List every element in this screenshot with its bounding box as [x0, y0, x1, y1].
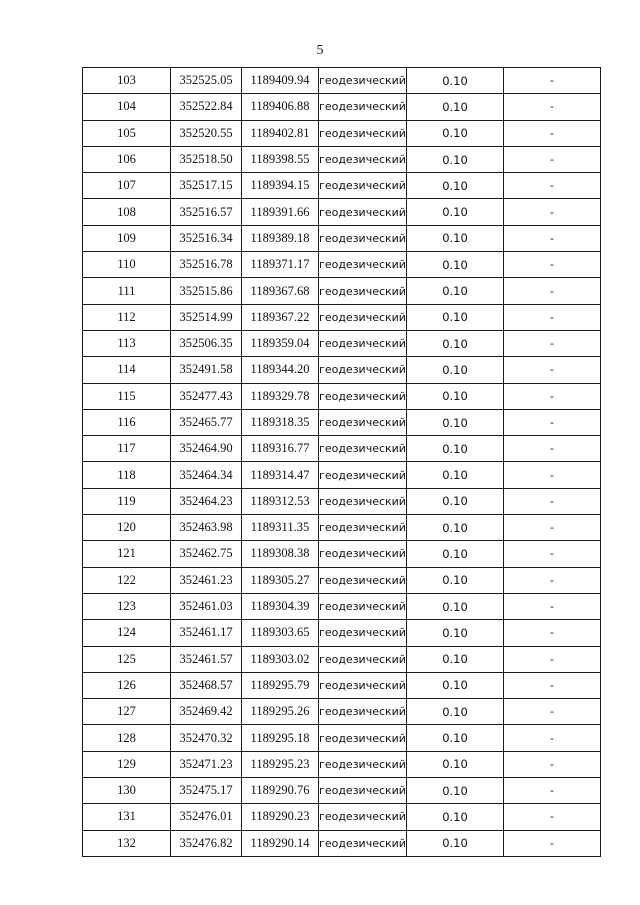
point-number-cell: 117: [83, 436, 171, 462]
point-number-cell: 107: [83, 173, 171, 199]
table-row: [83, 357, 601, 383]
method-cell: геодезический: [319, 462, 407, 488]
coordinate-x-cell: 352464.34: [171, 462, 242, 488]
note-cell: -: [504, 120, 601, 146]
coordinate-x-cell: 352471.23: [171, 751, 242, 777]
coordinate-y-cell: 1189394.15: [242, 173, 319, 199]
method-cell: геодезический: [319, 409, 407, 435]
coordinate-y-cell: 1189304.39: [242, 593, 319, 619]
method-cell: геодезический: [319, 330, 407, 356]
accuracy-cell: 0.10: [407, 173, 504, 199]
table-row: [83, 68, 601, 94]
coordinate-x-cell: 352470.32: [171, 725, 242, 751]
note-cell: -: [504, 199, 601, 225]
note-cell: -: [504, 146, 601, 172]
coordinate-x-cell: 352475.17: [171, 778, 242, 804]
table-row: [83, 488, 601, 514]
point-number-cell: 109: [83, 225, 171, 251]
coordinate-y-cell: 1189398.55: [242, 146, 319, 172]
coordinate-y-cell: 1189367.68: [242, 278, 319, 304]
point-number-cell: 108: [83, 199, 171, 225]
point-number-cell: 110: [83, 252, 171, 278]
coordinate-x-cell: 352461.03: [171, 593, 242, 619]
accuracy-cell: 0.10: [407, 436, 504, 462]
accuracy-cell: 0.10: [407, 488, 504, 514]
coordinate-y-cell: 1189329.78: [242, 383, 319, 409]
table-row: [83, 462, 601, 488]
table-row: [83, 646, 601, 672]
coordinate-y-cell: 1189290.23: [242, 804, 319, 830]
coordinate-x-cell: 352491.58: [171, 357, 242, 383]
point-number-cell: 124: [83, 620, 171, 646]
accuracy-cell: 0.10: [407, 330, 504, 356]
note-cell: -: [504, 409, 601, 435]
table-row: [83, 515, 601, 541]
table-row: [83, 225, 601, 251]
point-number-cell: 131: [83, 804, 171, 830]
table-row: [83, 725, 601, 751]
note-cell: -: [504, 462, 601, 488]
point-number-cell: 105: [83, 120, 171, 146]
accuracy-cell: 0.10: [407, 593, 504, 619]
coordinate-x-cell: 352468.57: [171, 672, 242, 698]
note-cell: -: [504, 173, 601, 199]
coordinates-table-body: [83, 68, 601, 857]
point-number-cell: 104: [83, 94, 171, 120]
coordinate-x-cell: 352469.42: [171, 699, 242, 725]
coordinate-x-cell: 352461.57: [171, 646, 242, 672]
coordinate-x-cell: 352464.90: [171, 436, 242, 462]
coordinate-x-cell: 352476.82: [171, 830, 242, 856]
note-cell: -: [504, 515, 601, 541]
point-number-cell: 121: [83, 541, 171, 567]
coordinate-x-cell: 352517.15: [171, 173, 242, 199]
method-cell: геодезический: [319, 646, 407, 672]
accuracy-cell: 0.10: [407, 94, 504, 120]
coordinate-x-cell: 352464.23: [171, 488, 242, 514]
accuracy-cell: 0.10: [407, 830, 504, 856]
coordinate-x-cell: 352461.23: [171, 567, 242, 593]
point-number-cell: 132: [83, 830, 171, 856]
table-row: [83, 699, 601, 725]
accuracy-cell: 0.10: [407, 146, 504, 172]
method-cell: геодезический: [319, 751, 407, 777]
point-number-cell: 122: [83, 567, 171, 593]
coordinate-y-cell: 1189359.04: [242, 330, 319, 356]
point-number-cell: 126: [83, 672, 171, 698]
table-row: [83, 436, 601, 462]
accuracy-cell: 0.10: [407, 515, 504, 541]
coordinate-x-cell: 352477.43: [171, 383, 242, 409]
table-row: [83, 252, 601, 278]
table-row: [83, 120, 601, 146]
accuracy-cell: 0.10: [407, 646, 504, 672]
accuracy-cell: 0.10: [407, 409, 504, 435]
method-cell: геодезический: [319, 304, 407, 330]
note-cell: -: [504, 725, 601, 751]
coordinate-y-cell: 1189303.02: [242, 646, 319, 672]
method-cell: геодезический: [319, 515, 407, 541]
method-cell: геодезический: [319, 357, 407, 383]
method-cell: геодезический: [319, 383, 407, 409]
note-cell: -: [504, 330, 601, 356]
point-number-cell: 127: [83, 699, 171, 725]
note-cell: -: [504, 830, 601, 856]
table-row: [83, 593, 601, 619]
coordinate-x-cell: 352522.84: [171, 94, 242, 120]
point-number-cell: 130: [83, 778, 171, 804]
point-number-cell: 123: [83, 593, 171, 619]
note-cell: -: [504, 646, 601, 672]
note-cell: -: [504, 488, 601, 514]
method-cell: геодезический: [319, 199, 407, 225]
coordinate-y-cell: 1189389.18: [242, 225, 319, 251]
accuracy-cell: 0.10: [407, 725, 504, 751]
point-number-cell: 113: [83, 330, 171, 356]
point-number-cell: 125: [83, 646, 171, 672]
coordinate-x-cell: 352461.17: [171, 620, 242, 646]
accuracy-cell: 0.10: [407, 120, 504, 146]
table-row: [83, 409, 601, 435]
coordinate-y-cell: 1189316.77: [242, 436, 319, 462]
method-cell: геодезический: [319, 68, 407, 94]
coordinate-y-cell: 1189406.88: [242, 94, 319, 120]
table-row: [83, 672, 601, 698]
point-number-cell: 116: [83, 409, 171, 435]
note-cell: -: [504, 593, 601, 619]
note-cell: -: [504, 699, 601, 725]
table-row: [83, 804, 601, 830]
coordinate-y-cell: 1189295.79: [242, 672, 319, 698]
point-number-cell: 128: [83, 725, 171, 751]
coordinate-x-cell: 352520.55: [171, 120, 242, 146]
point-number-cell: 120: [83, 515, 171, 541]
coordinate-x-cell: 352518.50: [171, 146, 242, 172]
table-row: [83, 541, 601, 567]
note-cell: -: [504, 436, 601, 462]
method-cell: геодезический: [319, 541, 407, 567]
coordinate-x-cell: 352516.34: [171, 225, 242, 251]
coordinate-x-cell: 352516.78: [171, 252, 242, 278]
accuracy-cell: 0.10: [407, 357, 504, 383]
method-cell: геодезический: [319, 252, 407, 278]
note-cell: -: [504, 94, 601, 120]
note-cell: -: [504, 751, 601, 777]
accuracy-cell: 0.10: [407, 804, 504, 830]
method-cell: геодезический: [319, 778, 407, 804]
coordinate-x-cell: 352515.86: [171, 278, 242, 304]
note-cell: -: [504, 620, 601, 646]
coordinate-y-cell: 1189308.38: [242, 541, 319, 567]
method-cell: геодезический: [319, 120, 407, 146]
coordinate-y-cell: 1189311.35: [242, 515, 319, 541]
table-row: [83, 146, 601, 172]
coordinate-y-cell: 1189391.66: [242, 199, 319, 225]
point-number-cell: 114: [83, 357, 171, 383]
method-cell: геодезический: [319, 278, 407, 304]
coordinate-y-cell: 1189305.27: [242, 567, 319, 593]
note-cell: -: [504, 68, 601, 94]
method-cell: геодезический: [319, 94, 407, 120]
method-cell: геодезический: [319, 146, 407, 172]
note-cell: -: [504, 278, 601, 304]
coordinate-x-cell: 352463.98: [171, 515, 242, 541]
coordinate-y-cell: 1189290.76: [242, 778, 319, 804]
coordinate-y-cell: 1189295.23: [242, 751, 319, 777]
method-cell: геодезический: [319, 436, 407, 462]
coordinate-y-cell: 1189295.26: [242, 699, 319, 725]
coordinate-x-cell: 352525.05: [171, 68, 242, 94]
point-number-cell: 103: [83, 68, 171, 94]
coordinate-y-cell: 1189303.65: [242, 620, 319, 646]
accuracy-cell: 0.10: [407, 252, 504, 278]
note-cell: -: [504, 357, 601, 383]
coordinate-y-cell: 1189371.17: [242, 252, 319, 278]
method-cell: геодезический: [319, 488, 407, 514]
accuracy-cell: 0.10: [407, 225, 504, 251]
accuracy-cell: 0.10: [407, 383, 504, 409]
method-cell: геодезический: [319, 567, 407, 593]
note-cell: -: [504, 804, 601, 830]
coordinate-y-cell: 1189290.14: [242, 830, 319, 856]
note-cell: -: [504, 567, 601, 593]
method-cell: геодезический: [319, 699, 407, 725]
table-row: [83, 383, 601, 409]
coordinate-y-cell: 1189295.18: [242, 725, 319, 751]
point-number-cell: 119: [83, 488, 171, 514]
accuracy-cell: 0.10: [407, 199, 504, 225]
page-number: 5: [316, 43, 324, 58]
table-row: [83, 94, 601, 120]
table-row: [83, 567, 601, 593]
note-cell: -: [504, 541, 601, 567]
point-number-cell: 115: [83, 383, 171, 409]
note-cell: -: [504, 672, 601, 698]
coordinate-y-cell: 1189409.94: [242, 68, 319, 94]
accuracy-cell: 0.10: [407, 278, 504, 304]
point-number-cell: 106: [83, 146, 171, 172]
method-cell: геодезический: [319, 804, 407, 830]
method-cell: геодезический: [319, 173, 407, 199]
coordinate-y-cell: 1189402.81: [242, 120, 319, 146]
note-cell: -: [504, 225, 601, 251]
accuracy-cell: 0.10: [407, 672, 504, 698]
method-cell: геодезический: [319, 225, 407, 251]
coordinate-x-cell: 352514.99: [171, 304, 242, 330]
table-row: [83, 830, 601, 856]
coordinate-x-cell: 352516.57: [171, 199, 242, 225]
method-cell: геодезический: [319, 620, 407, 646]
coordinate-y-cell: 1189344.20: [242, 357, 319, 383]
method-cell: геодезический: [319, 725, 407, 751]
coordinate-y-cell: 1189318.35: [242, 409, 319, 435]
note-cell: -: [504, 778, 601, 804]
point-number-cell: 112: [83, 304, 171, 330]
table-row: [83, 278, 601, 304]
table-row: [83, 199, 601, 225]
point-number-cell: 111: [83, 278, 171, 304]
accuracy-cell: 0.10: [407, 620, 504, 646]
coordinates-table: [82, 67, 601, 857]
accuracy-cell: 0.10: [407, 68, 504, 94]
accuracy-cell: 0.10: [407, 541, 504, 567]
accuracy-cell: 0.10: [407, 304, 504, 330]
coordinate-x-cell: 352476.01: [171, 804, 242, 830]
point-number-cell: 129: [83, 751, 171, 777]
coordinate-y-cell: 1189314.47: [242, 462, 319, 488]
method-cell: геодезический: [319, 672, 407, 698]
coordinate-x-cell: 352465.77: [171, 409, 242, 435]
accuracy-cell: 0.10: [407, 567, 504, 593]
note-cell: -: [504, 383, 601, 409]
coordinate-y-cell: 1189312.53: [242, 488, 319, 514]
coordinate-x-cell: 352462.75: [171, 541, 242, 567]
method-cell: геодезический: [319, 830, 407, 856]
note-cell: -: [504, 252, 601, 278]
coordinate-y-cell: 1189367.22: [242, 304, 319, 330]
coordinate-x-cell: 352506.35: [171, 330, 242, 356]
accuracy-cell: 0.10: [407, 699, 504, 725]
table-row: [83, 304, 601, 330]
table-row: [83, 620, 601, 646]
note-cell: -: [504, 304, 601, 330]
point-number-cell: 118: [83, 462, 171, 488]
accuracy-cell: 0.10: [407, 751, 504, 777]
accuracy-cell: 0.10: [407, 462, 504, 488]
method-cell: геодезический: [319, 593, 407, 619]
accuracy-cell: 0.10: [407, 778, 504, 804]
table-row: [83, 751, 601, 777]
table-row: [83, 778, 601, 804]
table-row: [83, 173, 601, 199]
table-row: [83, 330, 601, 356]
